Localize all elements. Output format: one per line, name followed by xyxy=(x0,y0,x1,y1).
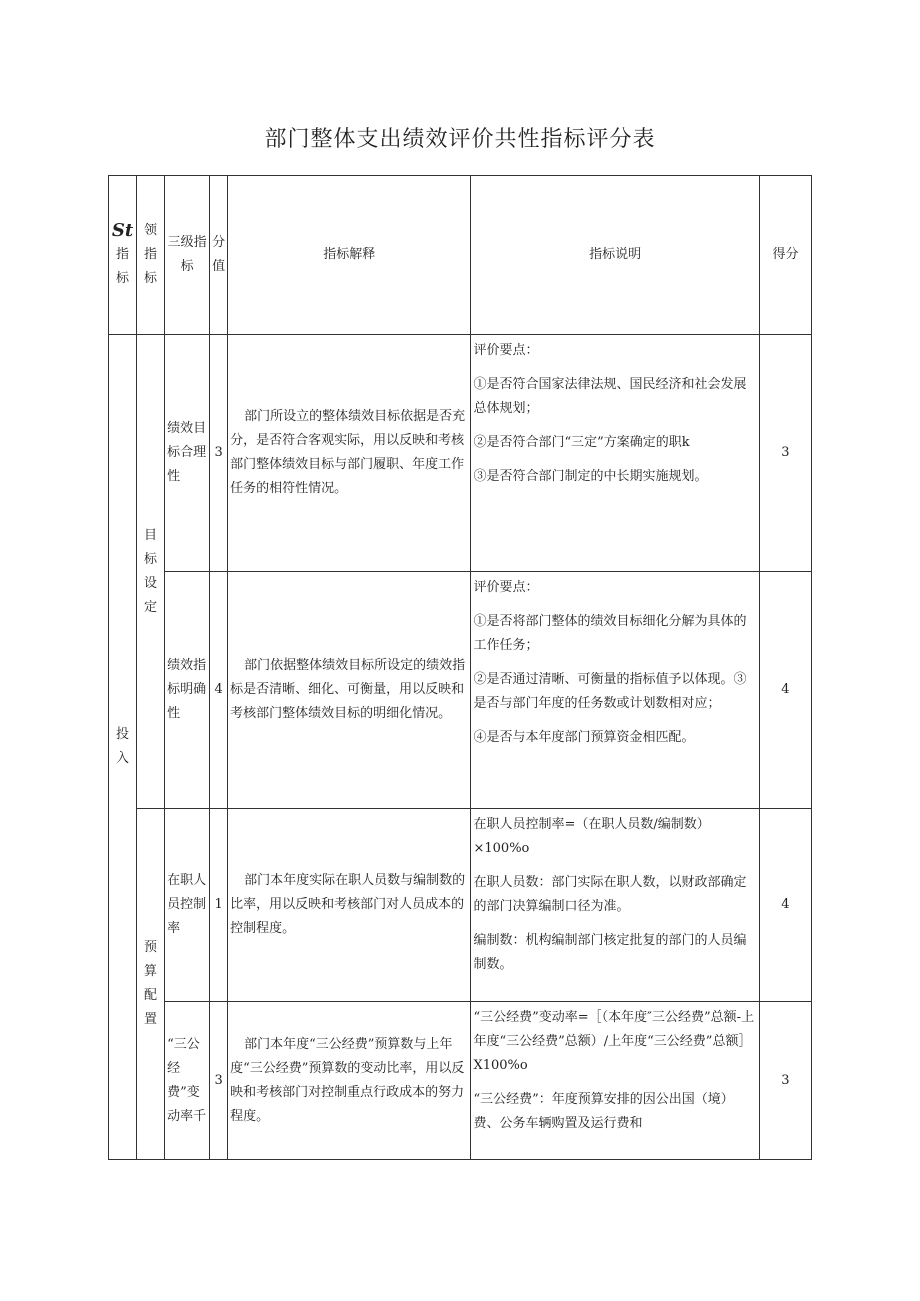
indicator-explanation: 部门依据整体绩效目标所设定的绩效指标是否清晰、细化、可衡量，用以反映和考核部门整体绩效目标的明细化情况。 xyxy=(228,572,471,809)
header-row xyxy=(109,176,812,335)
group-target: 目标设定 xyxy=(137,335,165,809)
description-line: 评价要点： xyxy=(473,343,539,358)
points-value: 1 xyxy=(210,809,228,1002)
header-description: 指标说明 xyxy=(471,176,759,335)
description-line: “三公经费”变动率=［（本年度″三公经费”总额-上年度“三公经费”总额）/上年度“三公经费”总额］X100%o xyxy=(473,1010,755,1073)
table-row xyxy=(109,572,812,809)
description-line: ③是否符合部门制定的中长期实施规划。 xyxy=(473,469,708,484)
indicator-explanation: 部门所设立的整体绩效目标依据是否充分，是否符合客观实际，用以反映和考核部门整体绩效目标与部门履职、年度工作任务的相符性情况。 xyxy=(228,335,471,572)
header-level2: 领指标 xyxy=(137,176,165,335)
indicator-explanation: 部门本年度实际在职人员数与编制数的比率，用以反映和考核部门对人员成本的控制程度。 xyxy=(228,809,471,1002)
table-row xyxy=(109,809,812,1002)
indicator-description xyxy=(471,335,759,572)
indicator-name: 绩效目标合理性 xyxy=(165,335,210,572)
description-line: 在职人员控制率=（在职人员数/编制数）×100%o xyxy=(473,817,710,856)
header-points: 分值 xyxy=(210,176,228,335)
description-line: ②是否通过清晰、可衡量的指标值予以体现。③是否与部门年度的任务数或计划数相对应； xyxy=(473,672,747,711)
header-level1-mark: St xyxy=(111,220,134,241)
points-value: 3 xyxy=(210,1002,228,1160)
score-value: 4 xyxy=(759,809,811,1002)
description-line: ②是否符合部门“三定”方案确定的职k xyxy=(473,435,690,450)
page-title: 部门整体支出绩效评价共性指标评分表 xyxy=(264,127,656,152)
header-level1 xyxy=(109,176,137,335)
score-table xyxy=(108,175,812,1160)
header-level3: 三级指标 xyxy=(165,176,210,335)
indicator-name: 在职人员控制率 xyxy=(165,809,210,1002)
table-row xyxy=(109,1002,812,1160)
indicator-name: 绩效指标明确性 xyxy=(165,572,210,809)
score-value: 3 xyxy=(759,1002,811,1160)
indicator-description xyxy=(471,1002,759,1160)
score-value: 3 xyxy=(759,335,811,572)
indicator-description xyxy=(471,572,759,809)
indicator-description xyxy=(471,809,759,1002)
description-line: “三公经费”：年度预算安排的因公出国（境）费、公务车辆购置及运行费和 xyxy=(473,1092,734,1131)
table-row xyxy=(109,335,812,572)
level1-input: 投入 xyxy=(109,335,137,1160)
description-line: ④是否与本年度部门预算资金相匹配。 xyxy=(473,730,695,745)
header-level1-label: 指标 xyxy=(116,247,130,286)
indicator-name: “三公经费”变动率千 xyxy=(165,1002,210,1160)
indicator-explanation: 部门本年度“三公经费”预算数与上年度“三公经费”预算数的变动比率，用以反映和考核部门对控制重点行政成本的努力程度。 xyxy=(228,1002,471,1160)
header-score: 得分 xyxy=(759,176,811,335)
points-value: 3 xyxy=(210,335,228,572)
group-budget: 预算配置 xyxy=(137,809,165,1160)
header-explanation: 指标解释 xyxy=(228,176,471,335)
points-value: 4 xyxy=(210,572,228,809)
description-line: ①是否符合国家法律法规、国民经济和社会发展总体规划； xyxy=(473,377,747,416)
description-line: 在职人员数：部门实际在职人数，以财政部确定的部门决算编制口径为准。 xyxy=(473,875,747,914)
description-line: 评价要点： xyxy=(473,580,539,595)
description-line: 编制数：机构编制部门核定批复的部门的人员编制数。 xyxy=(473,933,747,972)
score-value: 4 xyxy=(759,572,811,809)
description-line: ①是否将部门整体的绩效目标细化分解为具体的工作任务； xyxy=(473,614,747,653)
